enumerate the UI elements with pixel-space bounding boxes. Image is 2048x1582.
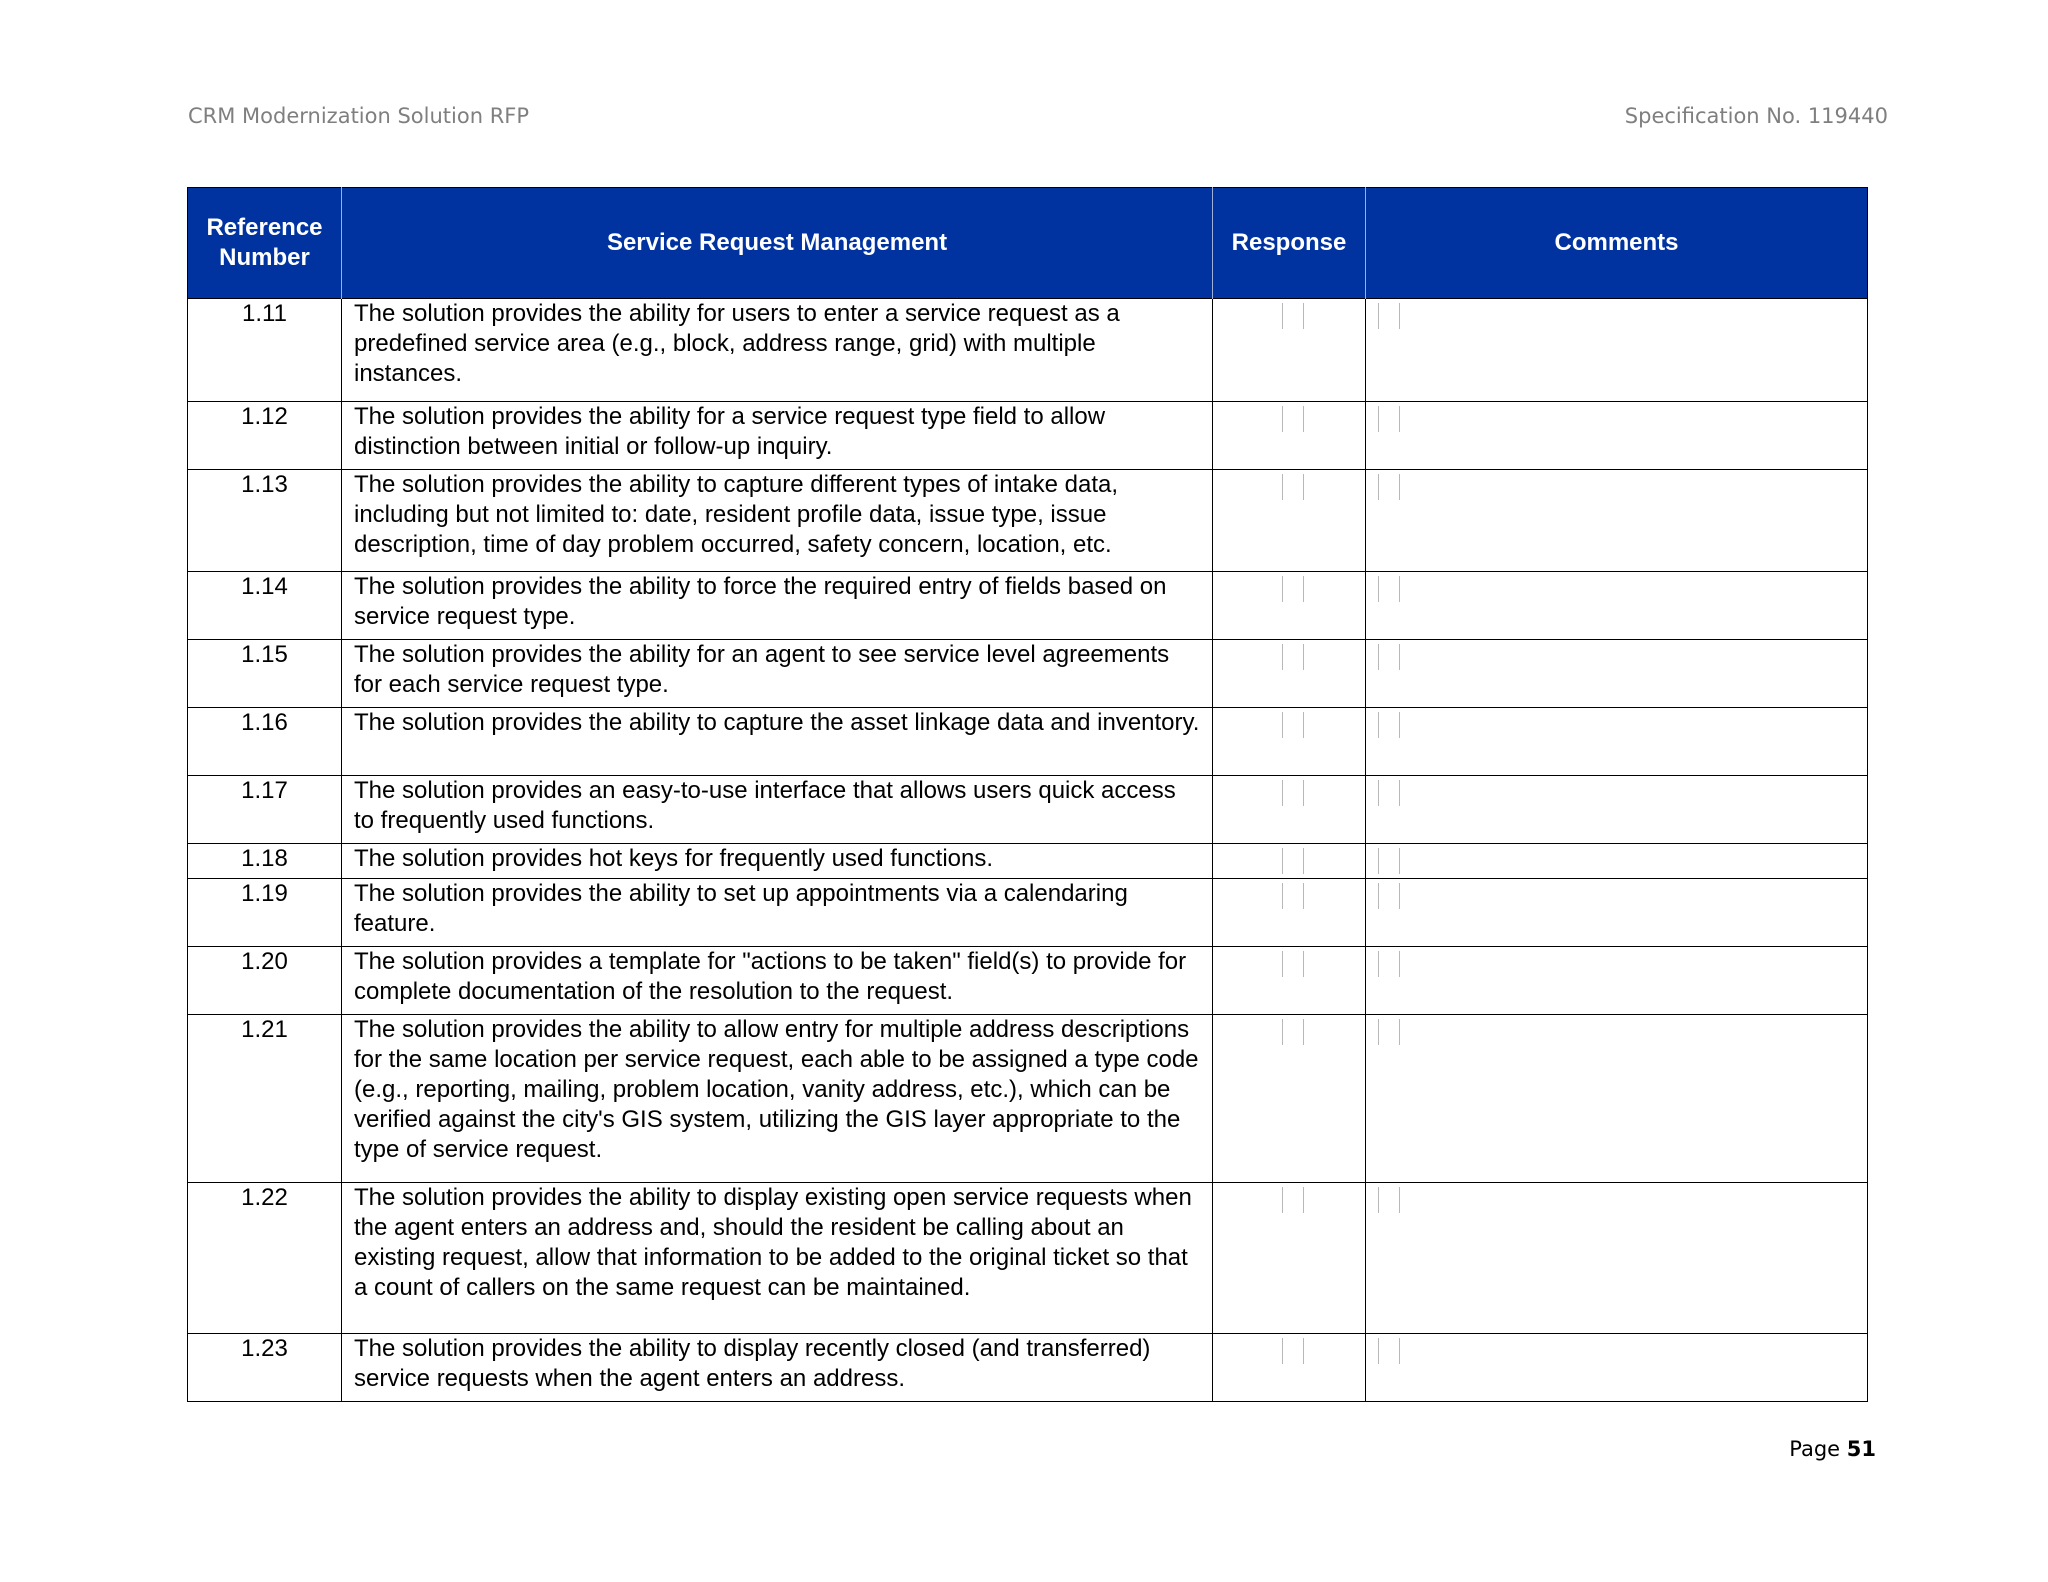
comments-input-box[interactable] xyxy=(1378,1338,1400,1364)
response-cell[interactable] xyxy=(1213,402,1366,470)
reference-number-cell: 1.22 xyxy=(188,1183,342,1334)
comments-cell[interactable] xyxy=(1366,1015,1868,1183)
requirement-description-cell: The solution provides the ability to force the required entry of fields based on service request type. xyxy=(342,572,1213,640)
column-header-service-request-management: Service Request Management xyxy=(342,188,1213,299)
table-row xyxy=(188,470,1868,572)
response-input-box[interactable] xyxy=(1282,951,1304,977)
response-cell[interactable] xyxy=(1213,1183,1366,1334)
response-cell[interactable] xyxy=(1213,640,1366,708)
comments-cell[interactable] xyxy=(1366,640,1868,708)
response-cell[interactable] xyxy=(1213,299,1366,402)
comments-cell[interactable] xyxy=(1366,402,1868,470)
requirements-table xyxy=(187,187,1868,1402)
comments-cell[interactable] xyxy=(1366,1183,1868,1334)
comments-input-box[interactable] xyxy=(1378,1187,1400,1213)
comments-input-box[interactable] xyxy=(1378,303,1400,329)
reference-number-cell: 1.17 xyxy=(188,776,342,844)
comments-cell[interactable] xyxy=(1366,879,1868,947)
comments-input-box[interactable] xyxy=(1378,474,1400,500)
comments-input-box[interactable] xyxy=(1378,576,1400,602)
response-cell[interactable] xyxy=(1213,1015,1366,1183)
comments-input-box[interactable] xyxy=(1378,951,1400,977)
requirement-description-cell: The solution provides a template for "actions to be taken" field(s) to provide for complete documentation of the resolution to the request. xyxy=(342,947,1213,1015)
table-row xyxy=(188,879,1868,947)
response-input-box[interactable] xyxy=(1282,780,1304,806)
comments-input-box[interactable] xyxy=(1378,848,1400,874)
response-input-box[interactable] xyxy=(1282,883,1304,909)
reference-number-cell: 1.23 xyxy=(188,1334,342,1402)
reference-number-cell: 1.19 xyxy=(188,879,342,947)
response-input-box[interactable] xyxy=(1282,474,1304,500)
comments-input-box[interactable] xyxy=(1378,712,1400,738)
response-cell[interactable] xyxy=(1213,776,1366,844)
comments-cell[interactable] xyxy=(1366,947,1868,1015)
table-row xyxy=(188,708,1868,776)
comments-input-box[interactable] xyxy=(1378,780,1400,806)
reference-number-cell: 1.16 xyxy=(188,708,342,776)
response-input-box[interactable] xyxy=(1282,712,1304,738)
comments-cell[interactable] xyxy=(1366,299,1868,402)
requirement-description-cell: The solution provides the ability to display recently closed (and transferred) service requests when the agent enters an address. xyxy=(342,1334,1213,1402)
column-header-comments: Comments xyxy=(1366,188,1868,299)
comments-input-box[interactable] xyxy=(1378,644,1400,670)
requirement-description-cell: The solution provides the ability to display existing open service requests when the agent enters an address and, should the resident be calling about an existing request, allow that information to be added to the original ticket so that a count of callers on the same request can be maintained. xyxy=(342,1183,1213,1334)
comments-cell[interactable] xyxy=(1366,708,1868,776)
response-input-box[interactable] xyxy=(1282,1338,1304,1364)
page-label: Page xyxy=(1789,1437,1841,1461)
table-row xyxy=(188,947,1868,1015)
document-header-spec-number: Specification No. 119440 xyxy=(1624,104,1888,128)
table-row xyxy=(188,572,1868,640)
response-input-box[interactable] xyxy=(1282,406,1304,432)
comments-cell[interactable] xyxy=(1366,470,1868,572)
comments-input-box[interactable] xyxy=(1378,883,1400,909)
comments-cell[interactable] xyxy=(1366,776,1868,844)
requirement-description-cell: The solution provides an easy-to-use interface that allows users quick access to frequently used functions. xyxy=(342,776,1213,844)
requirement-description-cell: The solution provides the ability for users to enter a service request as a predefined service area (e.g., block, address range, grid) with multiple instances. xyxy=(342,299,1213,402)
response-input-box[interactable] xyxy=(1282,1019,1304,1045)
response-cell[interactable] xyxy=(1213,1334,1366,1402)
response-input-box[interactable] xyxy=(1282,644,1304,670)
response-cell[interactable] xyxy=(1213,470,1366,572)
requirement-description-cell: The solution provides the ability for a service request type field to allow distinction between initial or follow-up inquiry. xyxy=(342,402,1213,470)
requirement-description-cell: The solution provides the ability to capture the asset linkage data and inventory. xyxy=(342,708,1213,776)
table-row xyxy=(188,844,1868,879)
requirement-description-cell: The solution provides the ability to allow entry for multiple address descriptions for the same location per service request, each able to be assigned a type code (e.g., reporting, mailing, problem location, vanity address, etc.), which can be verified against the city's GIS system, utilizing the GIS layer appropriate to the type of service request. xyxy=(342,1015,1213,1183)
table-row xyxy=(188,402,1868,470)
response-input-box[interactable] xyxy=(1282,1187,1304,1213)
requirement-description-cell: The solution provides the ability to capture different types of intake data, including but not limited to: date, resident profile data, issue type, issue description, time of day problem occurred, safety concern, location, etc. xyxy=(342,470,1213,572)
comments-cell[interactable] xyxy=(1366,1334,1868,1402)
reference-number-cell: 1.15 xyxy=(188,640,342,708)
comments-cell[interactable] xyxy=(1366,844,1868,879)
table-row xyxy=(188,1015,1868,1183)
reference-number-cell: 1.13 xyxy=(188,470,342,572)
response-input-box[interactable] xyxy=(1282,303,1304,329)
requirement-description-cell: The solution provides the ability for an agent to see service level agreements for each service request type. xyxy=(342,640,1213,708)
response-cell[interactable] xyxy=(1213,844,1366,879)
table-row xyxy=(188,776,1868,844)
response-input-box[interactable] xyxy=(1282,576,1304,602)
response-cell[interactable] xyxy=(1213,572,1366,640)
table-row xyxy=(188,1183,1868,1334)
column-header-reference-number: Reference Number xyxy=(188,188,342,299)
reference-number-cell: 1.18 xyxy=(188,844,342,879)
comments-cell[interactable] xyxy=(1366,572,1868,640)
document-header-title: CRM Modernization Solution RFP xyxy=(188,104,530,128)
requirement-description-cell: The solution provides hot keys for frequently used functions. xyxy=(342,844,1213,879)
reference-number-cell: 1.21 xyxy=(188,1015,342,1183)
reference-number-cell: 1.14 xyxy=(188,572,342,640)
response-cell[interactable] xyxy=(1213,879,1366,947)
page-number xyxy=(1789,1437,1876,1461)
comments-input-box[interactable] xyxy=(1378,1019,1400,1045)
reference-number-cell: 1.20 xyxy=(188,947,342,1015)
table-row xyxy=(188,299,1868,402)
table-header-row xyxy=(188,188,1868,299)
table-row xyxy=(188,1334,1868,1402)
table-row xyxy=(188,640,1868,708)
column-header-response: Response xyxy=(1213,188,1366,299)
response-cell[interactable] xyxy=(1213,947,1366,1015)
page-number-value: 51 xyxy=(1846,1437,1876,1461)
reference-number-cell: 1.11 xyxy=(188,299,342,402)
comments-input-box[interactable] xyxy=(1378,406,1400,432)
reference-number-cell: 1.12 xyxy=(188,402,342,470)
response-input-box[interactable] xyxy=(1282,848,1304,874)
requirement-description-cell: The solution provides the ability to set up appointments via a calendaring feature. xyxy=(342,879,1213,947)
response-cell[interactable] xyxy=(1213,708,1366,776)
